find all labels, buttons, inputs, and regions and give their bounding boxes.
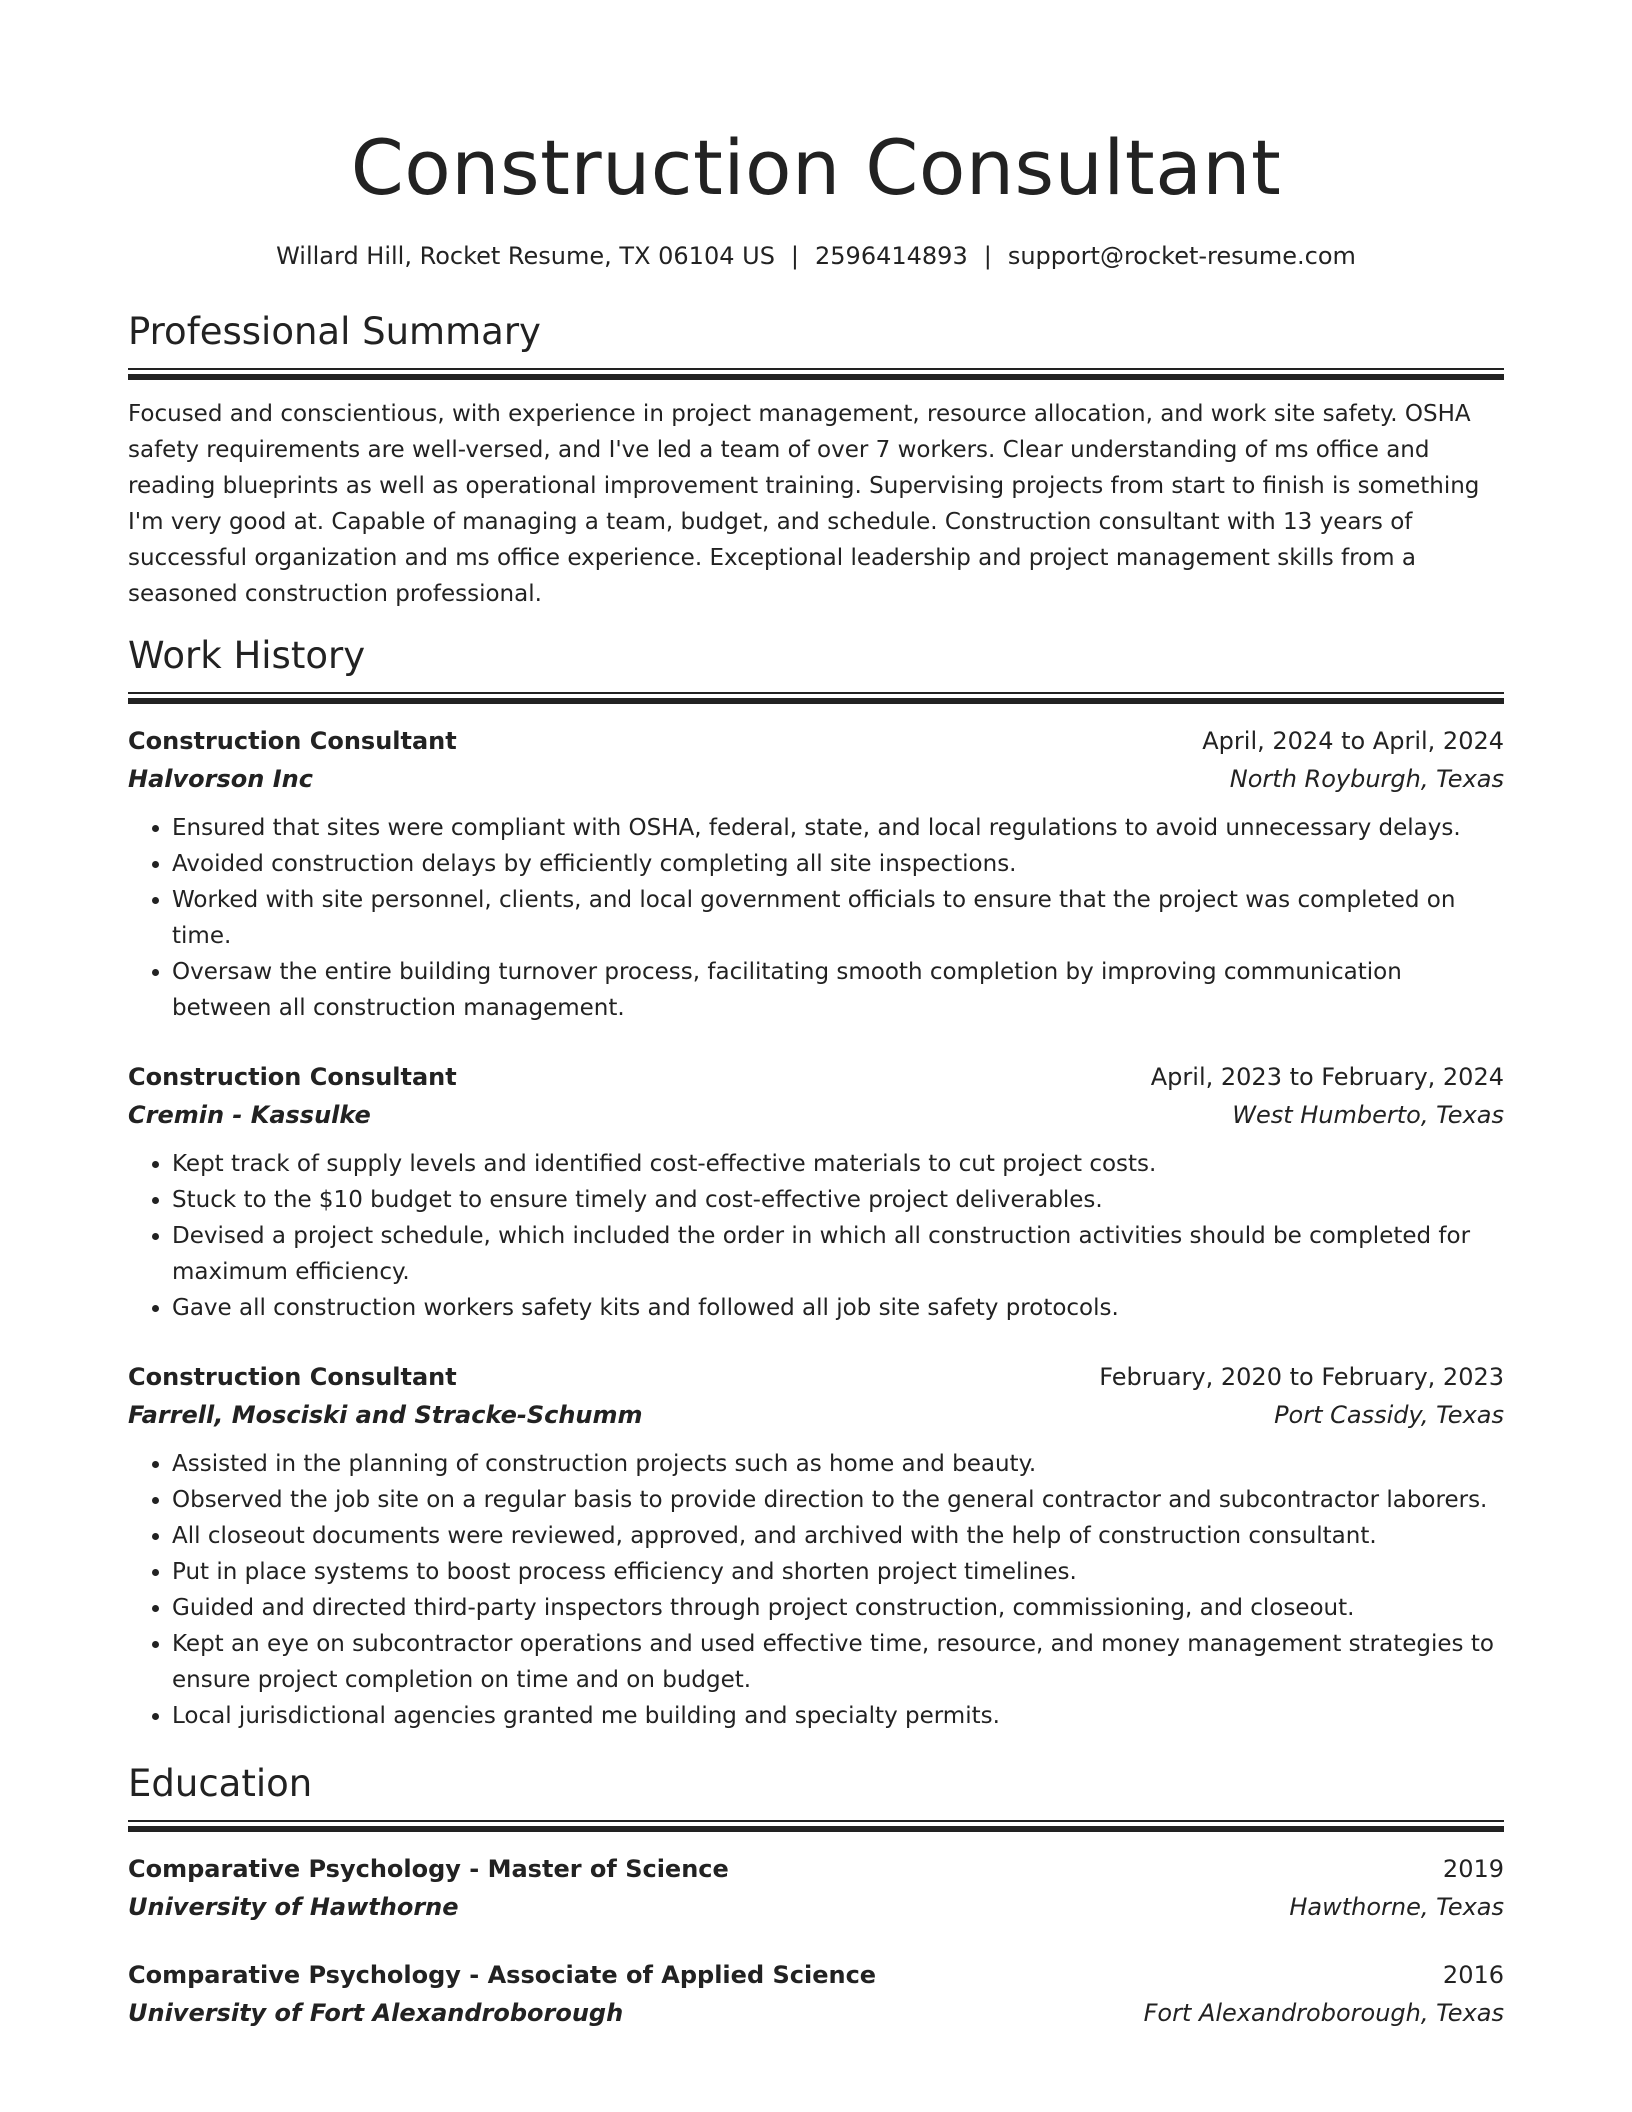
job-entry bbox=[128, 1358, 1504, 1734]
bullet-item: • Local jurisdictional agencies granted me building and specialty permits. bbox=[172, 1698, 1504, 1734]
job-bullets bbox=[128, 810, 1504, 1026]
job-entry bbox=[128, 1058, 1504, 1326]
summary-section bbox=[128, 308, 1504, 612]
bullet-item: • Ensured that sites were compliant with OSHA, federal, state, and local regulations to avoid unnecessary delays. bbox=[172, 810, 1504, 846]
job-location: North Royburgh, Texas bbox=[1229, 765, 1504, 793]
job-location: West Humberto, Texas bbox=[1232, 1101, 1504, 1129]
contact-address: Willard Hill, Rocket Resume, TX 06104 US bbox=[276, 242, 775, 270]
job-dates: April, 2024 to April, 2024 bbox=[1202, 727, 1504, 755]
job-header-row bbox=[128, 722, 1504, 760]
section-divider bbox=[128, 1820, 1504, 1832]
section-divider bbox=[128, 368, 1504, 380]
job-company: Farrell, Mosciski and Stracke-Schumm bbox=[128, 1401, 643, 1429]
job-company: Cremin - Kassulke bbox=[128, 1101, 371, 1129]
bullet-item: • Guided and directed third-party inspectors through project construction, commissioning, and closeout. bbox=[172, 1590, 1504, 1626]
job-bullets bbox=[128, 1446, 1504, 1734]
education-entry bbox=[128, 1956, 1504, 2032]
job-bullets bbox=[128, 1146, 1504, 1326]
job-company: Halvorson Inc bbox=[128, 765, 313, 793]
job-dates: April, 2023 to February, 2024 bbox=[1150, 1063, 1504, 1091]
job-role: Construction Consultant bbox=[128, 727, 457, 755]
contact-separator: | bbox=[790, 242, 800, 270]
work-history-section bbox=[128, 632, 1504, 1734]
section-divider bbox=[128, 692, 1504, 704]
education-school-row bbox=[128, 1994, 1504, 2032]
job-role: Construction Consultant bbox=[128, 1363, 457, 1391]
education-year: 2019 bbox=[1442, 1855, 1504, 1883]
bullet-item: • Oversaw the entire building turnover process, facilitating smooth completion by improving communication between all construction management. bbox=[172, 954, 1504, 1026]
contact-separator: | bbox=[983, 242, 992, 270]
section-title-education: Education bbox=[128, 1762, 313, 1805]
job-entry bbox=[128, 722, 1504, 1026]
education-section bbox=[128, 1760, 1504, 2032]
bullet-item: • Avoided construction delays by efficiently completing all site inspections. bbox=[172, 846, 1504, 882]
bullet-item: • Observed the job site on a regular basis to provide direction to the general contractor and subcontractor laborers. bbox=[172, 1482, 1504, 1518]
education-entry bbox=[128, 1850, 1504, 1926]
job-header-row bbox=[128, 1358, 1504, 1396]
contact-phone: 2596414893 bbox=[815, 242, 968, 270]
education-location: Hawthorne, Texas bbox=[1289, 1893, 1504, 1921]
education-degree: Comparative Psychology - Associate of Applied Science bbox=[128, 1961, 877, 1989]
job-dates: February, 2020 to February, 2023 bbox=[1099, 1363, 1504, 1391]
education-school: University of Fort Alexandroborough bbox=[128, 1999, 624, 2027]
education-school: University of Hawthorne bbox=[128, 1893, 459, 1921]
section-title-summary: Professional Summary bbox=[128, 310, 541, 353]
job-header-row bbox=[128, 1058, 1504, 1096]
education-header-row bbox=[128, 1850, 1504, 1888]
job-location: Port Cassidy, Texas bbox=[1274, 1401, 1504, 1429]
job-company-row bbox=[128, 1096, 1504, 1134]
bullet-item: • Gave all construction workers safety kits and followed all job site safety protocols. bbox=[172, 1290, 1504, 1326]
bullet-item: • Assisted in the planning of construction projects such as home and beauty. bbox=[172, 1446, 1504, 1482]
education-degree: Comparative Psychology - Master of Science bbox=[128, 1855, 729, 1883]
education-header-row bbox=[128, 1956, 1504, 1994]
bullet-item: • Stuck to the $10 budget to ensure timely and cost-effective project deliverables. bbox=[172, 1182, 1504, 1218]
section-title-work-history: Work History bbox=[128, 634, 366, 677]
bullet-item: • Kept an eye on subcontractor operations and used effective time, resource, and money management strategies to ensure project completion on time and on budget. bbox=[172, 1626, 1504, 1698]
bullet-item: • Worked with site personnel, clients, and local government officials to ensure that the project was completed on time. bbox=[172, 882, 1504, 954]
bullet-item: • Devised a project schedule, which included the order in which all construction activities should be completed for maximum efficiency. bbox=[172, 1218, 1504, 1290]
resume-title: Construction Consultant bbox=[350, 123, 1282, 212]
bullet-item: • Put in place systems to boost process efficiency and shorten project timelines. bbox=[172, 1554, 1504, 1590]
contact-email[interactable]: support@rocket-resume.com bbox=[1007, 242, 1356, 270]
job-role: Construction Consultant bbox=[128, 1063, 457, 1091]
education-year: 2016 bbox=[1442, 1961, 1504, 1989]
contact-line bbox=[128, 240, 1504, 272]
education-location: Fort Alexandroborough, Texas bbox=[1143, 1999, 1504, 2027]
job-company-row bbox=[128, 760, 1504, 798]
bullet-item: • Kept track of supply levels and identified cost-effective materials to cut project costs. bbox=[172, 1146, 1504, 1182]
job-company-row bbox=[128, 1396, 1504, 1434]
education-school-row bbox=[128, 1888, 1504, 1926]
bullet-item: • All closeout documents were reviewed, approved, and archived with the help of construction consultant. bbox=[172, 1518, 1504, 1554]
summary-text: Focused and conscientious, with experience in project management, resource allocation, and work site safety. OSHA safety requirements are well-versed, and I've led a team of over 7 workers. Clear understanding of ms office and reading blueprints as well as operational improvement training. Supervising projects from start to finish is something I'm very good at. Capable of managing a team, budget, and schedule. Construction consultant with 13 years of successful organization and ms office experience. Exceptional leadership and project management skills from a seasoned construction professional. bbox=[128, 401, 1480, 607]
